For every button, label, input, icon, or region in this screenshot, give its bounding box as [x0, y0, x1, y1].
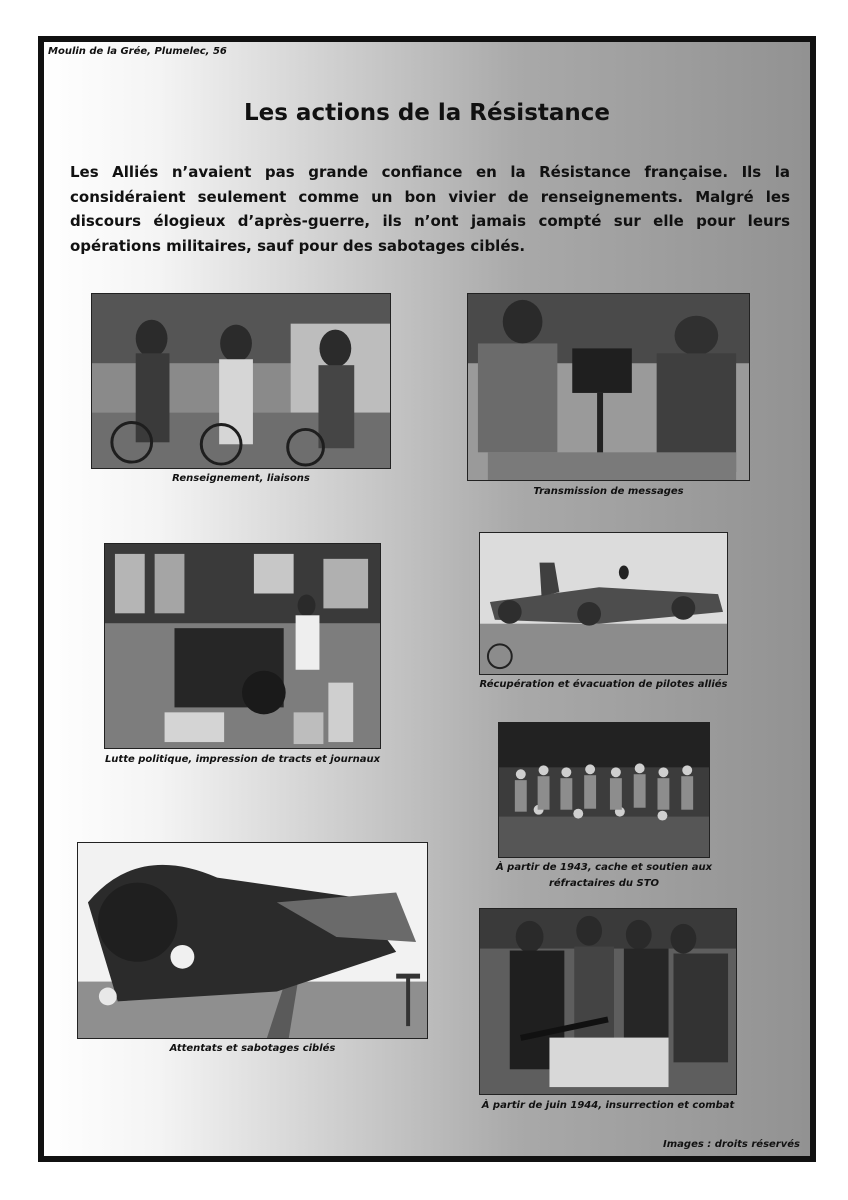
- photo-transmission: [467, 293, 750, 481]
- photo-imprimerie: [104, 543, 381, 749]
- caption-insurrection: À partir de juin 1944, insurrection et combat: [481, 1100, 735, 1111]
- caption-sabotages: Attentats et sabotages ciblés: [169, 1043, 336, 1054]
- photo-renseignement: [91, 293, 391, 469]
- caption-pilotes: Récupération et évacuation de pilotes alliés: [479, 679, 728, 690]
- photo-insurrection: [479, 908, 737, 1095]
- image-credits: Images : droits réservés: [663, 1139, 800, 1150]
- photo-sabotages: [77, 842, 428, 1039]
- photo-sto: [498, 722, 710, 858]
- caption-renseignement: Renseignement, liaisons: [172, 473, 310, 484]
- page-title: Les actions de la Résistance: [243, 100, 611, 126]
- location-label: Moulin de la Grée, Plumelec, 56: [48, 46, 227, 57]
- poster-panel: [38, 36, 816, 1162]
- caption-imprimerie: Lutte politique, impression de tracts et journaux: [104, 754, 381, 765]
- photo-pilotes: [479, 532, 728, 675]
- intro-paragraph: Les Alliés n’avaient pas grande confiance en la Résistance française. Ils la considéraient seulement comme un bon vivier de renseignements. Malgré les discours élogieux d’après-guerre, ils n’ont jamais compté sur elle pour leurs opérations militaires, sauf pour des sabotages ciblés.: [70, 163, 790, 255]
- caption-transmission: Transmission de messages: [533, 486, 684, 497]
- caption-sto: À partir de 1943, cache et soutien aux réfractaires du STO: [495, 862, 713, 889]
